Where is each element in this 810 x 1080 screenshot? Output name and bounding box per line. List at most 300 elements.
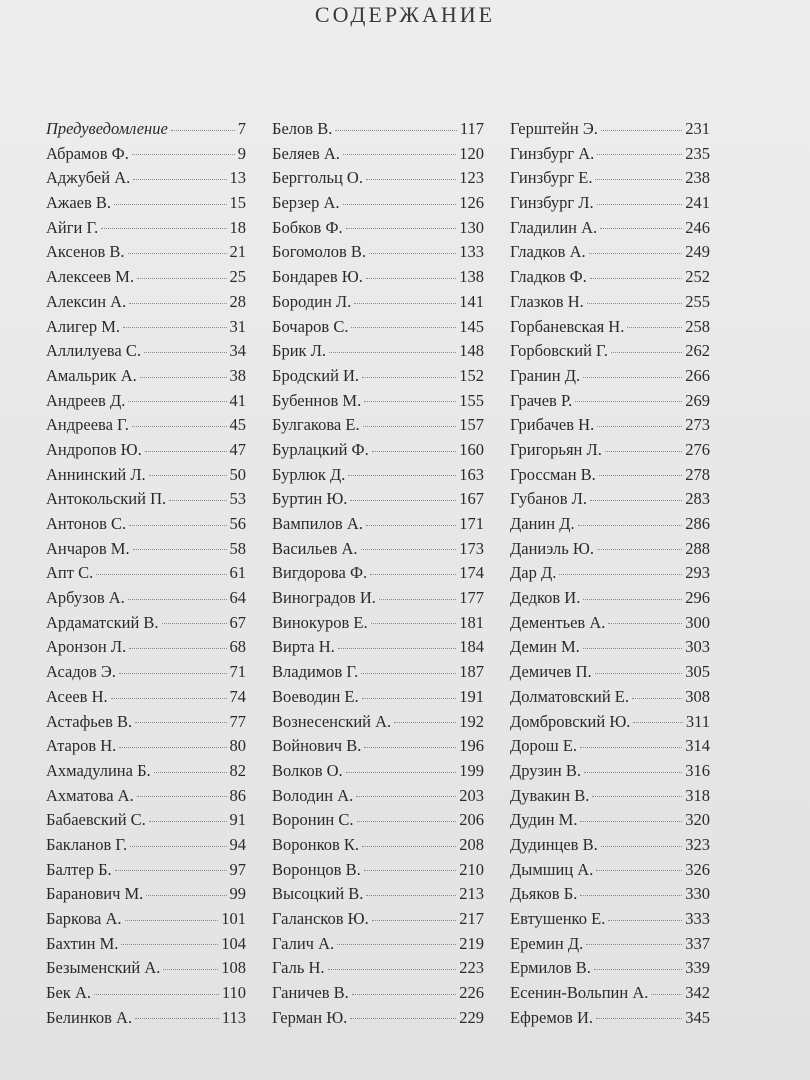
toc-entry-name: Владимов Г.: [272, 662, 359, 682]
toc-entry: [272, 932, 484, 957]
toc-entry-page: 337: [685, 933, 710, 953]
toc-entry-page: 25: [229, 267, 246, 287]
toc-entry-page: 323: [685, 834, 710, 854]
toc-entry-page: 273: [685, 415, 710, 435]
toc-entry-name: Гладков А.: [510, 242, 586, 262]
toc-entry: [46, 611, 246, 636]
toc-entry-name: Дудин М.: [510, 810, 578, 830]
toc-entry: [46, 956, 246, 981]
toc-entry-name: Арбузов А.: [46, 588, 125, 608]
toc-entry: [272, 660, 484, 685]
dot-leader: [94, 994, 219, 995]
dot-leader: [132, 426, 227, 427]
toc-entry-page: 126: [459, 193, 484, 213]
toc-entry-page: 191: [459, 686, 484, 706]
toc-entry-name: Бубеннов М.: [272, 390, 362, 410]
toc-entry-name: Антонов С.: [46, 514, 127, 533]
toc-entry-name: Ахмадулина Б.: [46, 760, 151, 780]
toc-entry-page: 177: [459, 588, 484, 608]
dot-leader: [362, 377, 456, 378]
toc-entry-name: Воронин С.: [272, 810, 354, 830]
toc-entry-page: 104: [221, 933, 246, 953]
toc-entry: [46, 512, 246, 537]
toc-entry: [510, 784, 710, 809]
dot-leader: [559, 574, 682, 575]
toc-entry: [46, 117, 246, 142]
toc-entry-name: Высоцкий В.: [272, 884, 364, 904]
toc-entry: [510, 191, 710, 216]
toc-entry: [272, 784, 484, 809]
dot-leader: [597, 154, 682, 155]
dot-leader: [343, 204, 457, 205]
toc-entry-page: 163: [459, 464, 484, 484]
toc-entry-name: Бахтин М.: [46, 933, 119, 953]
toc-entry: [510, 734, 710, 759]
toc-entry-name: Алигер М.: [46, 316, 121, 336]
toc-entry-name: Володин А.: [272, 785, 354, 805]
toc-entry: [272, 315, 484, 340]
toc-entry-name: Астафьев В.: [46, 711, 133, 731]
toc-entry-name: Гладилин А.: [510, 217, 598, 237]
toc-entry-page: 31: [229, 316, 246, 336]
toc-entry: [510, 611, 710, 636]
toc-entry-page: 7: [237, 119, 246, 138]
toc-entry-page: 141: [459, 291, 484, 311]
toc-entry: [272, 734, 484, 759]
toc-entry-page: 278: [685, 464, 710, 484]
dot-leader: [587, 303, 682, 304]
toc-entry-page: 192: [459, 711, 484, 731]
toc-entry: [46, 808, 246, 833]
toc-entry: [46, 907, 246, 932]
dot-leader: [133, 549, 227, 550]
toc-entry-page: 34: [229, 341, 246, 361]
dot-leader: [111, 698, 227, 699]
toc-column-3: [510, 117, 710, 1030]
toc-entry: [272, 512, 484, 537]
toc-entry-name: Антокольский П.: [46, 489, 167, 509]
toc-entry-page: 330: [685, 884, 710, 904]
toc-entry-name: Ахматова А.: [46, 785, 134, 805]
toc-entry-page: 53: [229, 489, 246, 509]
toc-entry-name: Воронцов В.: [272, 859, 361, 879]
dot-leader: [133, 179, 226, 180]
toc-entry: [46, 240, 246, 265]
dot-leader: [627, 327, 682, 328]
toc-entry: [272, 981, 484, 1006]
toc-entry-page: 320: [685, 810, 710, 830]
toc-entry-page: 45: [229, 415, 246, 435]
dot-leader: [578, 525, 683, 526]
toc-entry: [272, 117, 484, 142]
toc-entry-name: Есенин-Вольпин А.: [510, 983, 649, 1003]
toc-entry-name: Горбаневская Н.: [510, 316, 625, 336]
dot-leader: [128, 253, 227, 254]
toc-entry-page: 157: [459, 415, 484, 435]
toc-entry: [510, 586, 710, 611]
toc-entry-page: 68: [229, 637, 246, 657]
toc-entry-page: 167: [459, 489, 484, 509]
toc-entry-name: Берггольц О.: [272, 168, 363, 188]
dot-leader: [123, 327, 226, 328]
dot-leader: [137, 278, 227, 279]
dot-leader: [356, 796, 456, 797]
toc-entry-page: 130: [459, 217, 484, 237]
dot-leader: [366, 895, 456, 896]
toc-entry-page: 314: [685, 736, 710, 756]
toc-entry: [510, 487, 710, 512]
toc-entry-name: Гинзбург Л.: [510, 193, 594, 213]
toc-entry-name: Дорош Е.: [510, 736, 578, 756]
toc-entry-name: Аджубей А.: [46, 168, 131, 188]
toc-entry-page: 152: [459, 365, 484, 385]
toc-entry-page: 15: [229, 193, 246, 213]
dot-leader: [354, 303, 456, 304]
toc-entry-name: Баранович М.: [46, 884, 144, 904]
toc-entry-name: Галь Н.: [272, 958, 325, 978]
toc-entry-page: 86: [229, 785, 246, 805]
toc-entry: [510, 907, 710, 932]
dot-leader: [394, 722, 456, 723]
toc-entry-name: Берзер А.: [272, 193, 340, 213]
toc-entry-page: 196: [459, 736, 484, 756]
toc-entry-name: Богомолов В.: [272, 242, 367, 262]
dot-leader: [632, 698, 682, 699]
toc-entry: [46, 364, 246, 389]
toc-entry: [46, 290, 246, 315]
toc-entry: [272, 858, 484, 883]
toc-entry-name: Гроссман В.: [510, 464, 596, 484]
dot-leader: [346, 228, 457, 229]
toc-entry-name: Алексеев М.: [46, 267, 134, 287]
toc-entry-name: Долматовский Е.: [510, 686, 630, 706]
toc-entry-name: Войнович В.: [272, 736, 362, 756]
dot-leader: [96, 574, 226, 575]
toc-entry-name: Андреева Г.: [46, 415, 129, 435]
toc-entry-name: Бондарев Ю.: [272, 267, 363, 287]
dot-leader: [601, 130, 682, 131]
dot-leader: [364, 747, 456, 748]
toc-entry-name: Воронков К.: [272, 834, 360, 854]
toc-entry-name: Вампилов А.: [272, 514, 363, 533]
dot-leader: [328, 969, 457, 970]
toc-entry: [510, 635, 710, 660]
toc-entry-page: 223: [459, 958, 484, 978]
toc-entry-name: Белов В.: [272, 119, 333, 138]
dot-leader: [580, 821, 682, 822]
toc-entry-page: 117: [459, 119, 484, 138]
toc-entry-name: Атаров Н.: [46, 736, 117, 756]
toc-entry-page: 208: [459, 834, 484, 854]
toc-entry-page: 316: [685, 760, 710, 780]
toc-entry: [272, 166, 484, 191]
dot-leader: [125, 920, 219, 921]
dot-leader: [119, 747, 226, 748]
toc-entry-page: 133: [459, 242, 484, 262]
toc-entry-name: Белинков А.: [46, 1007, 133, 1027]
toc-entry-page: 293: [685, 563, 710, 583]
toc-entry-name: Аннинский Л.: [46, 464, 146, 484]
toc-entry-name: Балтер Б.: [46, 859, 112, 879]
toc-entry: [510, 339, 710, 364]
toc-entry: [510, 956, 710, 981]
toc-entry-name: Ардаматский В.: [46, 612, 159, 632]
toc-entry: [272, 759, 484, 784]
toc-entry-page: 206: [459, 810, 484, 830]
toc-entry-page: 58: [229, 538, 246, 558]
toc-entry-name: Асадов Э.: [46, 662, 116, 682]
toc-entry-page: 123: [459, 168, 484, 188]
toc-entry: [272, 586, 484, 611]
dot-leader: [129, 525, 226, 526]
toc-entry-page: 342: [685, 983, 710, 1003]
toc-entry-name: Грачев Р.: [510, 390, 573, 410]
toc-entry-name: Андреев Д.: [46, 390, 126, 410]
toc-entry-name: Демичев П.: [510, 662, 592, 682]
toc-entry: [510, 142, 710, 167]
toc-entry-page: 97: [229, 859, 246, 879]
dot-leader: [135, 722, 226, 723]
toc-entry-page: 249: [685, 242, 710, 262]
toc-entry: [46, 635, 246, 660]
dot-leader: [608, 623, 682, 624]
toc-entry-page: 82: [229, 760, 246, 780]
toc-entry-page: 300: [685, 612, 710, 632]
toc-entry-name: Безыменский А.: [46, 958, 161, 978]
toc-entry: [46, 660, 246, 685]
toc-entry-name: Герштейн Э.: [510, 119, 598, 138]
toc-entry-name: Вигдорова Ф.: [272, 563, 368, 583]
toc-entry-page: 120: [459, 143, 484, 163]
toc-entry-name: Герман Ю.: [272, 1007, 348, 1027]
toc-entry: [510, 561, 710, 586]
toc-entry: [510, 833, 710, 858]
toc-entry-page: 241: [685, 193, 710, 213]
toc-entry: [510, 759, 710, 784]
toc-entry-page: 110: [221, 983, 246, 1003]
toc-entry-name: Ганичев В.: [272, 983, 349, 1003]
toc-entry: [46, 413, 246, 438]
dot-leader: [162, 623, 227, 624]
toc-entry: [510, 1006, 710, 1031]
toc-entry: [272, 710, 484, 735]
toc-entry-name: Васильев А.: [272, 538, 358, 558]
toc-entry-name: Дудинцев В.: [510, 834, 598, 854]
toc-entry-name: Асеев Н.: [46, 686, 108, 706]
dot-leader: [337, 944, 456, 945]
dot-leader: [596, 870, 682, 871]
toc-entry-page: 77: [229, 711, 246, 731]
page-title: СОДЕРЖАНИЕ: [314, 2, 496, 27]
dot-leader: [348, 475, 456, 476]
dot-leader: [611, 352, 682, 353]
toc-entry-page: 74: [229, 686, 246, 706]
toc-entry-page: 276: [685, 439, 710, 459]
dot-leader: [590, 278, 682, 279]
dot-leader: [343, 154, 456, 155]
toc-entry-name: Евтушенко Е.: [510, 909, 606, 928]
toc-entry-name: Вознесенский А.: [272, 711, 392, 731]
dot-leader: [350, 500, 456, 501]
toc-entry-name: Бурлюк Д.: [272, 464, 346, 484]
dot-leader: [357, 821, 457, 822]
dot-leader: [580, 895, 682, 896]
toc-entry: [46, 759, 246, 784]
toc-entry-name: Галансков Ю.: [272, 909, 369, 928]
toc-entry: [46, 710, 246, 735]
dot-leader: [137, 796, 227, 797]
dot-leader: [144, 352, 227, 353]
toc-entry-page: 108: [221, 958, 246, 978]
toc-entry-page: 262: [685, 341, 710, 361]
toc-entry-name: Анчаров М.: [46, 538, 130, 558]
dot-leader: [338, 648, 456, 649]
dot-leader: [575, 401, 682, 402]
toc-entry-page: 174: [459, 563, 484, 583]
dot-leader: [135, 1018, 219, 1019]
toc-entry-name: Брик Л.: [272, 341, 327, 361]
toc-entry-name: Дымшиц А.: [510, 859, 594, 879]
dot-leader: [605, 451, 682, 452]
toc-entry-name: Амальрик А.: [46, 365, 137, 385]
dot-leader: [361, 549, 457, 550]
toc-entry-page: 238: [685, 168, 710, 188]
toc-entry: [272, 265, 484, 290]
toc-entry: [272, 463, 484, 488]
toc-entry: [510, 438, 710, 463]
dot-leader: [366, 278, 456, 279]
toc-entry-name: Винокуров Е.: [272, 612, 368, 632]
toc-entry-page: 311: [685, 711, 710, 731]
dot-leader: [346, 772, 457, 773]
dot-leader: [633, 722, 682, 723]
toc-entry-name: Буртин Ю.: [272, 489, 348, 509]
toc-entry: [46, 981, 246, 1006]
dot-leader: [149, 821, 227, 822]
toc-entry: [510, 315, 710, 340]
toc-entry-page: 217: [459, 909, 484, 928]
toc-entry-name: Бобков Ф.: [272, 217, 343, 237]
toc-entry: [510, 808, 710, 833]
dot-leader: [597, 549, 682, 550]
toc-entry-page: 210: [459, 859, 484, 879]
dot-leader: [128, 599, 227, 600]
dot-leader: [366, 525, 456, 526]
dot-leader: [366, 179, 456, 180]
toc-entry: [272, 290, 484, 315]
toc-entry: [46, 561, 246, 586]
toc-entry-name: Абрамов Ф.: [46, 143, 129, 163]
toc-entry-page: 9: [237, 143, 246, 163]
toc-entry-page: 155: [459, 390, 484, 410]
toc-entry: [510, 290, 710, 315]
toc-entry: [272, 635, 484, 660]
toc-entry-page: 339: [685, 958, 710, 978]
toc-entry: [510, 240, 710, 265]
dot-leader: [651, 994, 682, 995]
dot-leader: [350, 1018, 456, 1019]
toc-entry: [510, 216, 710, 241]
toc-entry: [46, 734, 246, 759]
toc-entry: [272, 907, 484, 932]
toc-entry-name: Ажаев В.: [46, 193, 112, 213]
toc-entry: [272, 685, 484, 710]
toc-entry-page: 229: [459, 1007, 484, 1027]
dot-leader: [599, 475, 682, 476]
toc-entry: [510, 660, 710, 685]
toc-entry-page: 266: [685, 365, 710, 385]
dot-leader: [129, 648, 226, 649]
toc-entry-name: Дьяков Б.: [510, 884, 578, 904]
toc-entry: [510, 463, 710, 488]
toc-entry-name: Апт С.: [46, 563, 94, 583]
toc-entry-name: Дедков И.: [510, 588, 581, 608]
toc-entry-page: 18: [229, 217, 246, 237]
toc-entry-name: Домбровский Ю.: [510, 711, 631, 731]
toc-entry-name: Аллилуева С.: [46, 341, 141, 361]
toc-entry-name: Алексин А.: [46, 291, 127, 311]
dot-leader: [363, 426, 457, 427]
toc-entry: [510, 710, 710, 735]
toc-entry-name: Булгакова Е.: [272, 415, 360, 435]
toc-entry-page: 187: [459, 662, 484, 682]
toc-entry-page: 308: [685, 686, 710, 706]
toc-entry-page: 213: [459, 884, 484, 904]
toc-entry-page: 160: [459, 439, 484, 459]
dot-leader: [372, 920, 457, 921]
toc-entry: [272, 339, 484, 364]
toc-entry: [510, 413, 710, 438]
toc-entry-page: 80: [229, 736, 246, 756]
toc-entry: [272, 413, 484, 438]
dot-leader: [146, 895, 226, 896]
dot-leader: [580, 747, 682, 748]
toc-entry: [510, 166, 710, 191]
toc-entry-name: Гладков Ф.: [510, 267, 587, 287]
toc-entry: [272, 216, 484, 241]
toc-entry-name: Бакланов Г.: [46, 834, 128, 854]
toc-entry-page: 61: [229, 563, 246, 583]
dot-leader: [592, 796, 682, 797]
toc-entry-name: Дар Д.: [510, 563, 557, 583]
toc-entry-page: 67: [229, 612, 246, 632]
toc-entry: [510, 858, 710, 883]
toc-entry: [272, 833, 484, 858]
dot-leader: [584, 772, 682, 773]
dot-leader: [335, 130, 457, 131]
toc-entry-page: 47: [229, 439, 246, 459]
dot-leader: [114, 204, 226, 205]
dot-leader: [583, 599, 682, 600]
toc-entry-page: 28: [229, 291, 246, 311]
toc-entry: [46, 463, 246, 488]
toc-entry-page: 171: [459, 514, 484, 533]
toc-entry: [510, 265, 710, 290]
toc-entry-name: Галич А.: [272, 933, 335, 953]
toc-entry-name: Бек А.: [46, 983, 91, 1003]
dot-leader: [369, 253, 456, 254]
dot-leader: [361, 673, 456, 674]
toc-entry-name: Демин М.: [510, 637, 580, 657]
toc-entry-page: 50: [229, 464, 246, 484]
toc-entry-page: 269: [685, 390, 710, 410]
toc-entry-page: 138: [459, 267, 484, 287]
toc-column-1: [46, 117, 246, 1030]
toc-entry: [46, 932, 246, 957]
dot-leader: [597, 204, 683, 205]
toc-entry-page: 64: [229, 588, 246, 608]
toc-entry-page: 203: [459, 785, 484, 805]
